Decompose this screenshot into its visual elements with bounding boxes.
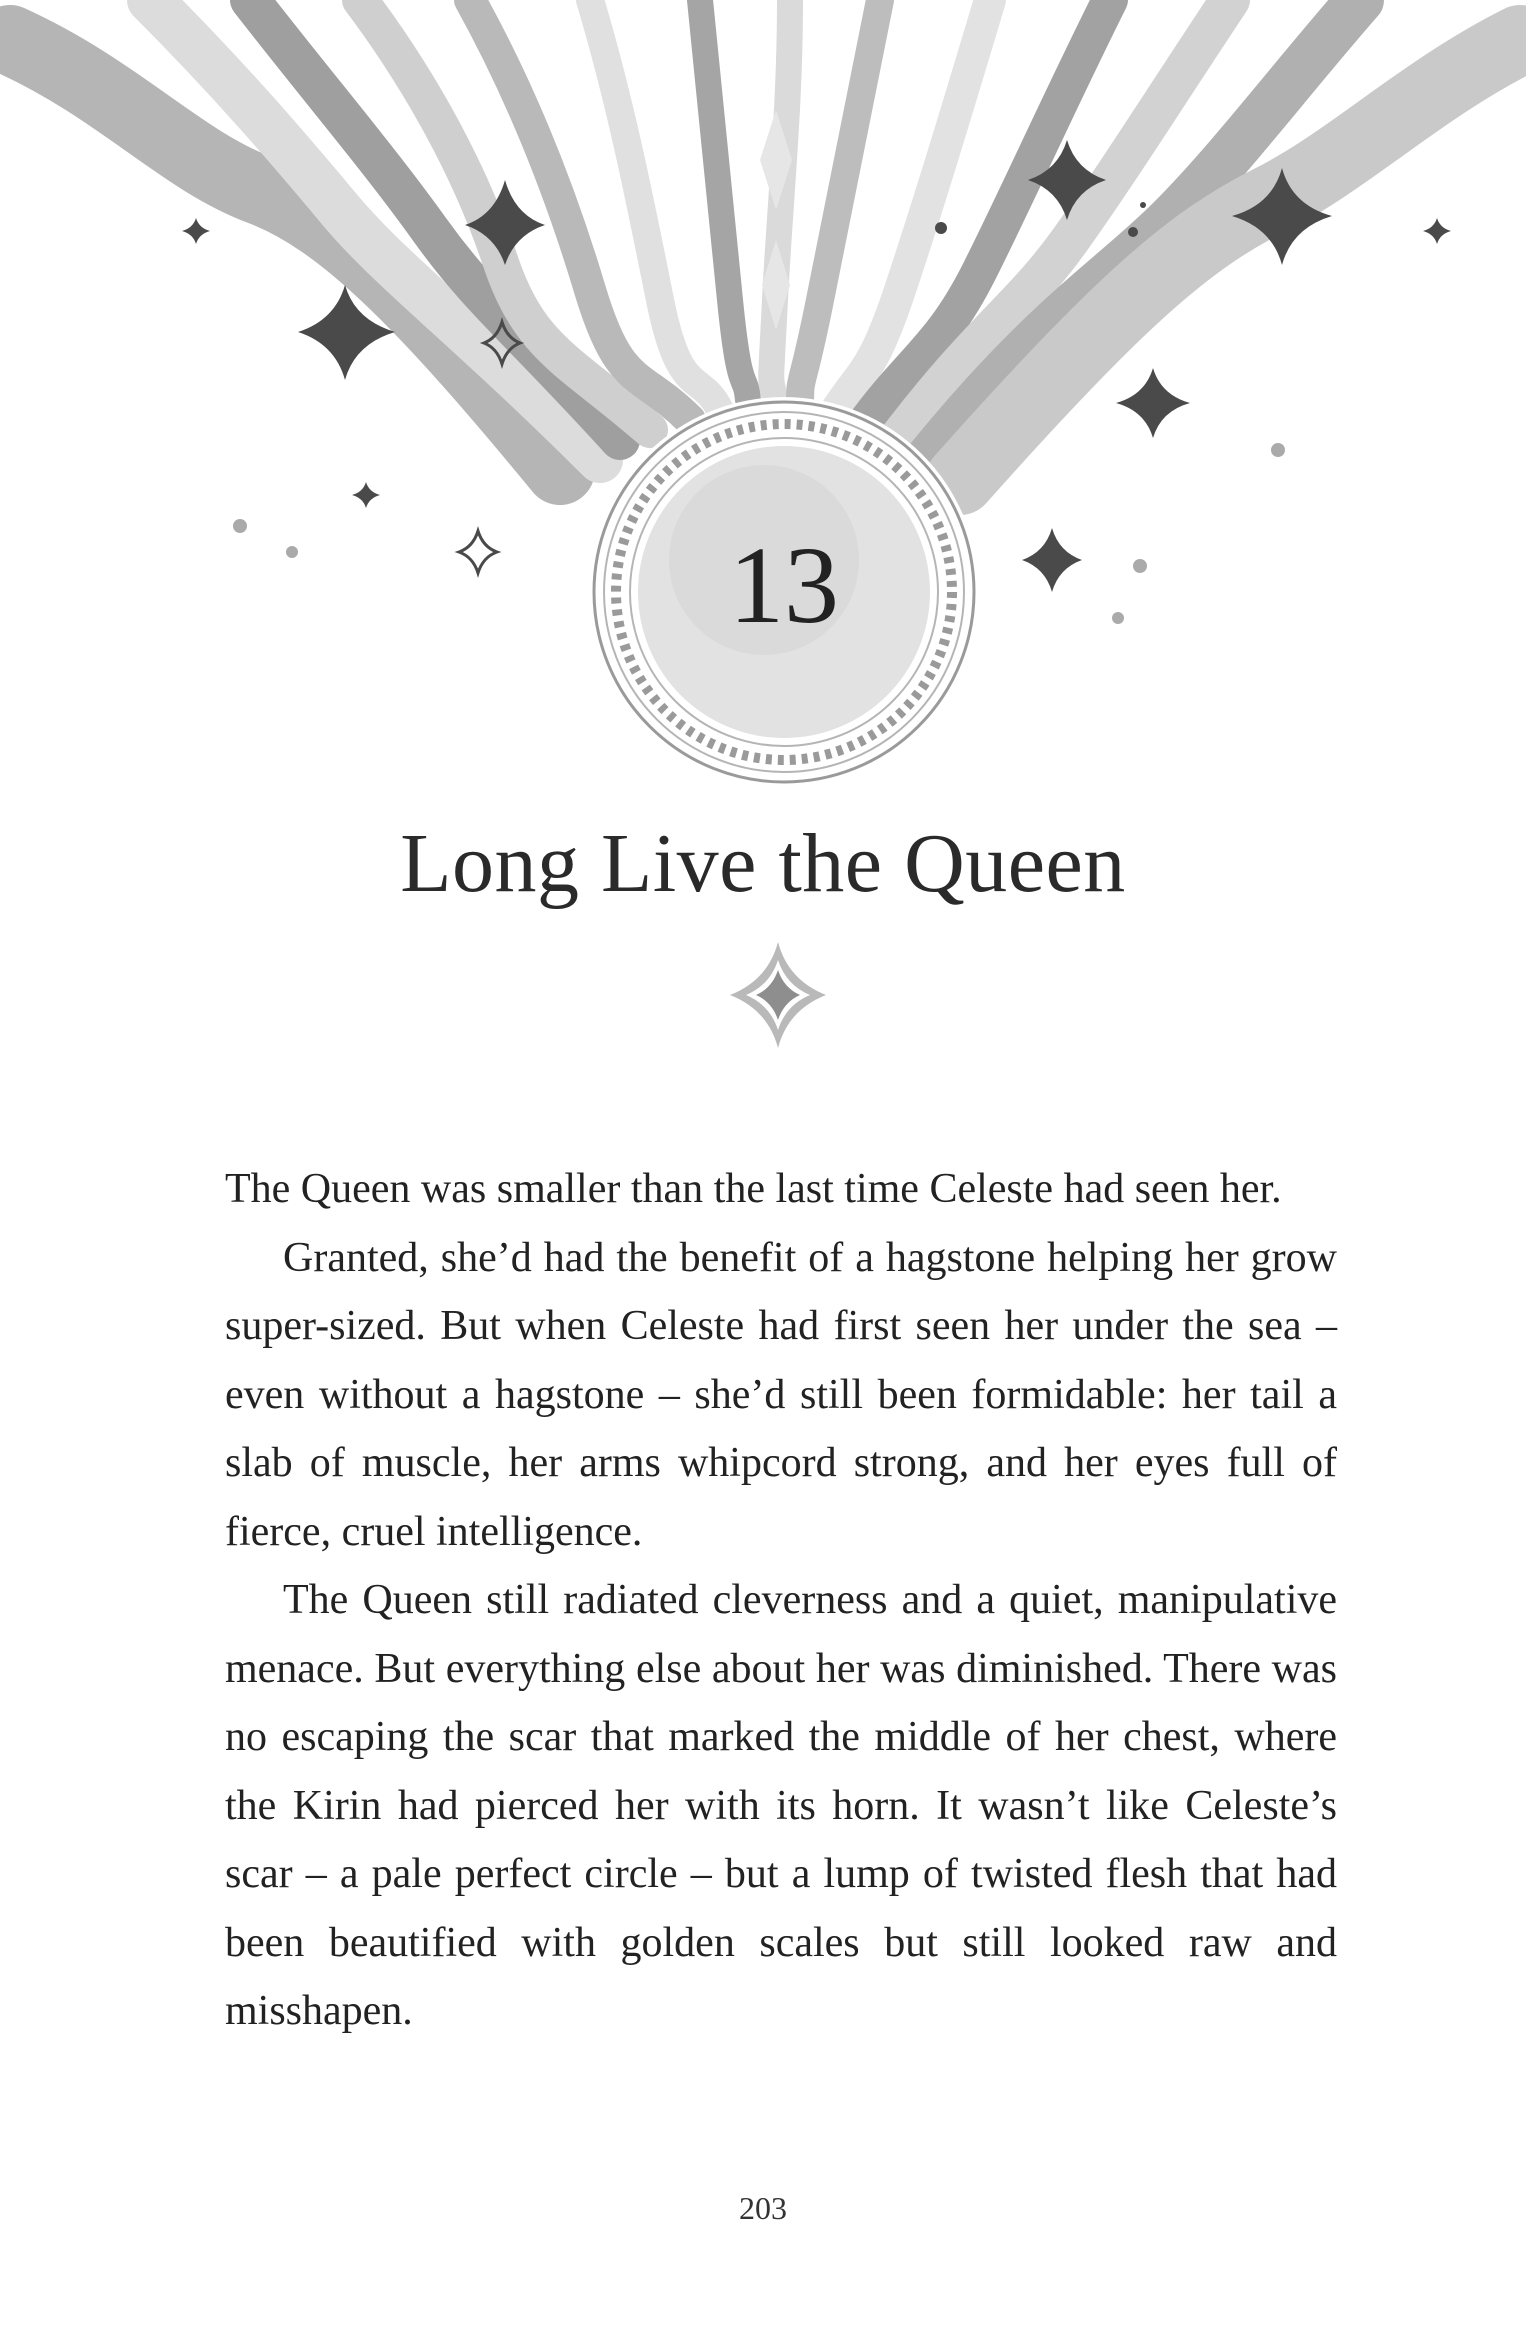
chapter-title: Long Live the Queen	[400, 817, 1126, 910]
paragraph: The Queen still radiated cleverness and a quiet, manipulative menace. But everything else about her was diminished. There was no escaping the scar that marked the middle of her chest, where the Kirin had pierced her with its horn. It wasn’t like Celeste’s scar – a pale perfect circle – but a lump of twisted flesh that had been beautified with golden scales but still looked raw and misshapen.	[225, 1577, 1337, 2034]
chapter-number: 13	[729, 524, 839, 646]
page-number: 203	[739, 2190, 787, 2226]
diamond-ornament-icon	[728, 940, 828, 1050]
chapter-body	[225, 1155, 1337, 2046]
paragraph: Granted, she’d had the benefit of a hagstone helping her grow super-sized. But when Celeste had first seen her under the sea – even without a hagstone – she’d still been formidable: her tail a slab of muscle, her arms whipcord strong, and her eyes full of fierce, cruel intelligence.	[225, 1234, 1337, 1555]
paragraph: The Queen was smaller than the last time Celeste had seen her.	[225, 1166, 1282, 1212]
